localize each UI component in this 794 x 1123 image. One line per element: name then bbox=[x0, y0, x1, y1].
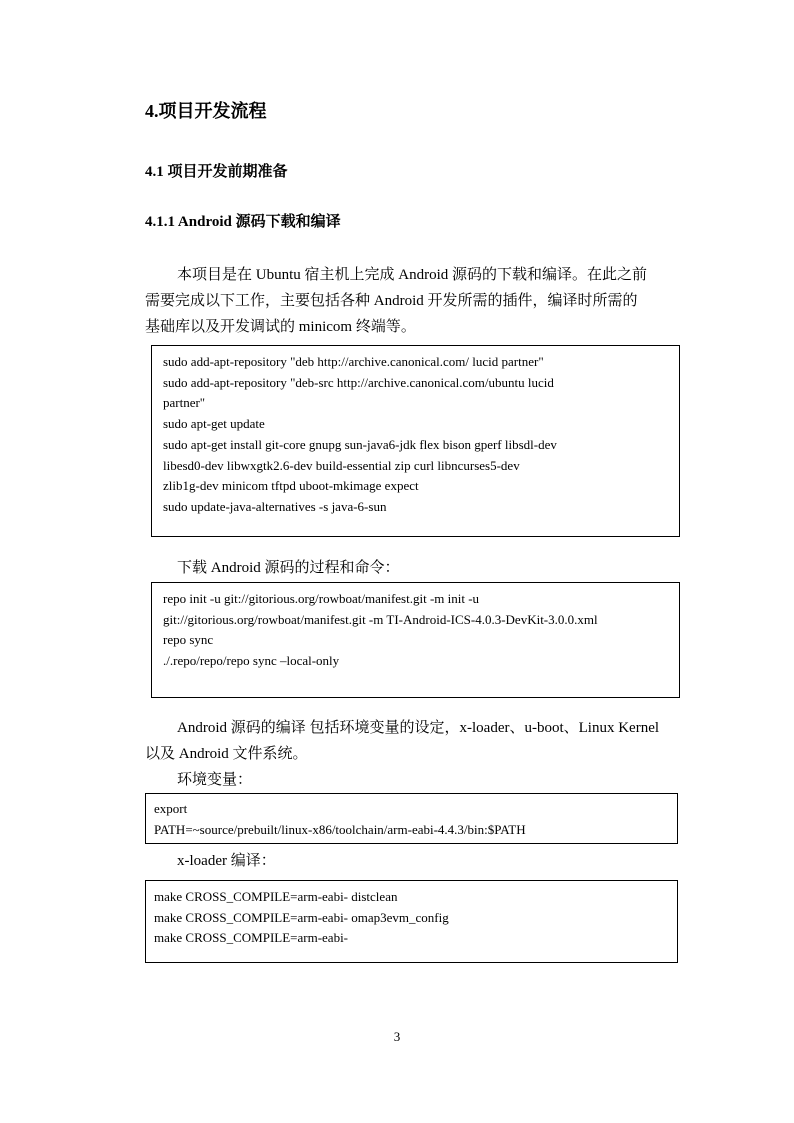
code-line: sudo update-java-alternatives -s java-6-sun bbox=[163, 498, 387, 514]
xloader-label: x-loader 编译： bbox=[177, 853, 276, 869]
code-block-xloader bbox=[145, 880, 678, 963]
subsubsection-heading: 4.1.1 Android 源码下载和编译 bbox=[145, 214, 341, 230]
code-line: sudo apt-get install git-core gnupg sun-java6-jdk flex bison gperf libsdl-dev bbox=[163, 436, 557, 452]
code-line: ./.repo/repo/repo sync –local-only bbox=[163, 653, 340, 669]
intro-line-1: 本项目是在 Ubuntu 宿主机上完成 Android 源码的下载和编译。在此之前 bbox=[177, 267, 647, 283]
code-line: export bbox=[154, 801, 188, 816]
intro-line-2: 需要完成以下工作，主要包括各种 Android 开发所需的插件，编译时所需的 bbox=[145, 293, 638, 309]
env-label: 环境变量： bbox=[177, 772, 253, 788]
code-line: sudo add-apt-repository "deb-src http://archive.canonical.com/ubuntu lucid bbox=[163, 374, 554, 390]
code-block-env bbox=[145, 793, 678, 844]
compile-line-2: 以及 Android 文件系统。 bbox=[145, 746, 308, 762]
section-heading: 4.项目开发流程 bbox=[145, 101, 267, 121]
code-line: git://gitorious.org/rowboat/manifest.git -m TI-Android-ICS-4.0.3-DevKit-3.0.0.xml bbox=[163, 611, 598, 627]
download-label: 下载 Android 源码的过程和命令： bbox=[177, 560, 400, 576]
code-line: repo init -u git://gitorious.org/rowboat/manifest.git -m init -u bbox=[163, 591, 480, 606]
code-line: make CROSS_COMPILE=arm-eabi- bbox=[154, 930, 349, 946]
intro-line-3: 基础库以及开发调试的 minicom 终端等。 bbox=[145, 319, 416, 335]
code-line: PATH=~source/prebuilt/linux-x86/toolchain/arm-eabi-4.4.3/bin:$PATH bbox=[154, 821, 526, 837]
code-line: repo sync bbox=[163, 632, 214, 648]
code-line: zlib1g-dev minicom tftpd uboot-mkimage expect bbox=[163, 478, 419, 494]
code-line: make CROSS_COMPILE=arm-eabi- distclean bbox=[154, 889, 398, 904]
code-block-install bbox=[151, 345, 680, 537]
compile-line-1: Android 源码的编译 包括环境变量的设定，x-loader、u-boot、Linux Kernel bbox=[177, 720, 660, 736]
code-line: sudo apt-get update bbox=[163, 416, 265, 432]
subsection-heading: 4.1 项目开发前期准备 bbox=[145, 164, 288, 180]
code-line: libesd0-dev libwxgtk2.6-dev build-essential zip curl libncurses5-dev bbox=[163, 457, 520, 473]
page-number: 3 bbox=[393, 1029, 401, 1044]
code-block-repo bbox=[151, 582, 680, 698]
code-line: sudo add-apt-repository "deb http://archive.canonical.com/ lucid partner" bbox=[163, 354, 544, 369]
code-line: make CROSS_COMPILE=arm-eabi- omap3evm_config bbox=[154, 909, 449, 925]
code-line: partner" bbox=[163, 395, 206, 411]
